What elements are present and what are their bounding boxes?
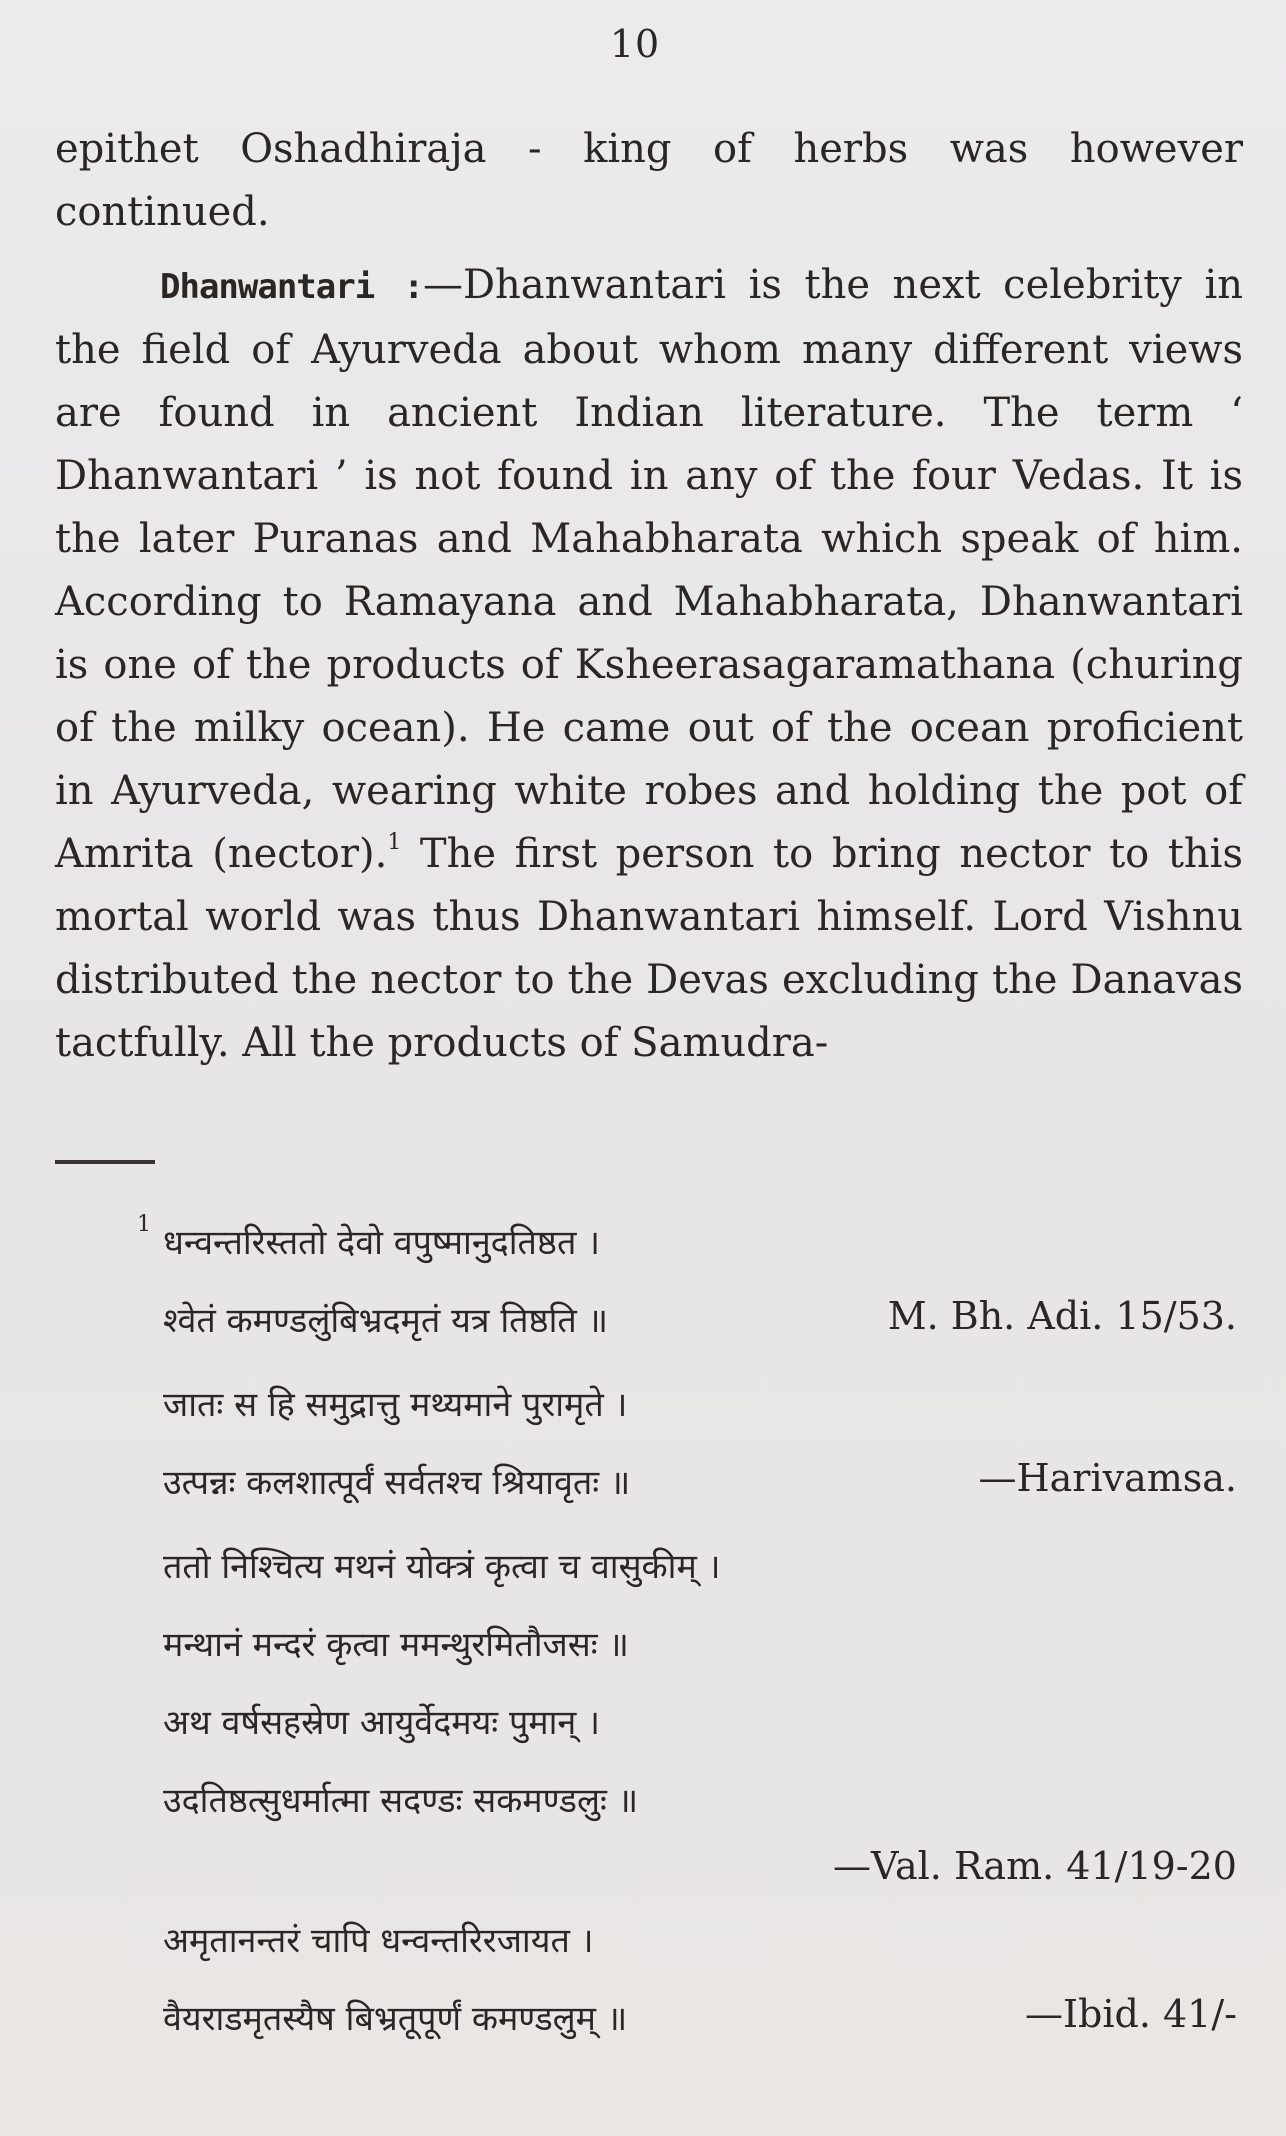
footnotes — [55, 1208, 1245, 2062]
run-in-heading: Dhanwantari : — [160, 267, 423, 307]
footnote-citation: —Ibid. 41/- — [1025, 1992, 1237, 2036]
footnote-line — [55, 1766, 1245, 1844]
sanskrit-verse: अमृतानन्तरं चापि धन्वन्तरिरजायत । — [163, 1921, 594, 1961]
footnote-line — [55, 1286, 1245, 1364]
footnote-citation: M. Bh. Adi. 15/53. — [887, 1294, 1237, 1338]
footnote-line — [55, 1370, 1245, 1448]
footnote-citation: —Val. Ram. 41/19-20 — [833, 1844, 1237, 1888]
sanskrit-verse: उदतिष्ठत्सुधर्मात्मा सदण्डः सकमण्डलुः ॥ — [163, 1781, 639, 1821]
paragraph-text: —Dhanwantari is the next celebrity in the field of Ayurveda about whom many different views are found in ancient Indian literature. The term ‘ Dhanwantari ’ is not found in any of the four Vedas. It is the later Puranas and Mahabharata which speak of him. According to Ramayana and Mahabharata, Dhanwantari is one of the products of Ksheerasagaramathana (churing of the milky ocean). He came out of the ocean proficient in Ayurveda, wearing white robes and holding the pot of Amrita (nector). — [55, 262, 1243, 877]
footnote-line — [55, 1906, 1245, 1984]
sanskrit-verse: उत्पन्नः कलशात्पूर्वं सर्वतश्च श्रियावृतः ॥ — [163, 1463, 631, 1503]
footnote-line — [55, 1984, 1245, 2062]
footnote-marker: 1 — [137, 1212, 151, 1237]
sanskrit-verse: वैयराडमृतस्यैष बिभ्रतूपूर्णं कमण्डलुम् ॥ — [163, 1999, 628, 2039]
footnote-citation-line — [55, 1844, 1245, 1906]
sanskrit-verse: मन्थानं मन्दरं कृत्वा ममन्थुरमितौजसः ॥ — [163, 1625, 629, 1665]
footnote-reference[interactable]: 1 — [387, 830, 402, 855]
sanskrit-verse: श्वेतं कमण्डलुंबिभ्रदमृतं यत्र तिष्ठति ॥ — [163, 1301, 608, 1341]
sanskrit-verse: अथ वर्षसहस्रेण आयुर्वेदमयः पुमान् । — [163, 1703, 600, 1743]
paragraph-dhanwantari — [55, 254, 1243, 1075]
footnote-line — [55, 1610, 1245, 1688]
footnote-line — [55, 1208, 1245, 1286]
sanskrit-verse: ततो निश्चित्य मथनं योक्त्रं कृत्वा च वासुकीम् । — [163, 1547, 721, 1587]
paragraph-continuation: epithet Oshadhiraja - king of herbs was however continued. — [55, 126, 1243, 235]
main-text — [55, 118, 1243, 1075]
sanskrit-verse: धन्वन्तरिस्ततो देवो वपुष्मानुदतिष्ठत । — [163, 1223, 601, 1263]
footnote-citation: —Harivamsa. — [978, 1456, 1237, 1500]
footnote-separator — [55, 1160, 155, 1164]
footnote-line — [55, 1532, 1245, 1610]
footnote-line — [55, 1448, 1245, 1526]
sanskrit-verse: जातः स हि समुद्रात्तु मथ्यमाने पुरामृते । — [163, 1385, 628, 1425]
page-number: 10 — [609, 22, 661, 66]
paragraph-text-continued: The first person to bring nector to this mortal world was thus Dhanwantari himself. Lord Vishnu distributed the nector to the Devas excluding the Danavas tactfully. All the products of Samudra- — [55, 831, 1243, 1066]
footnote-line — [55, 1688, 1245, 1766]
